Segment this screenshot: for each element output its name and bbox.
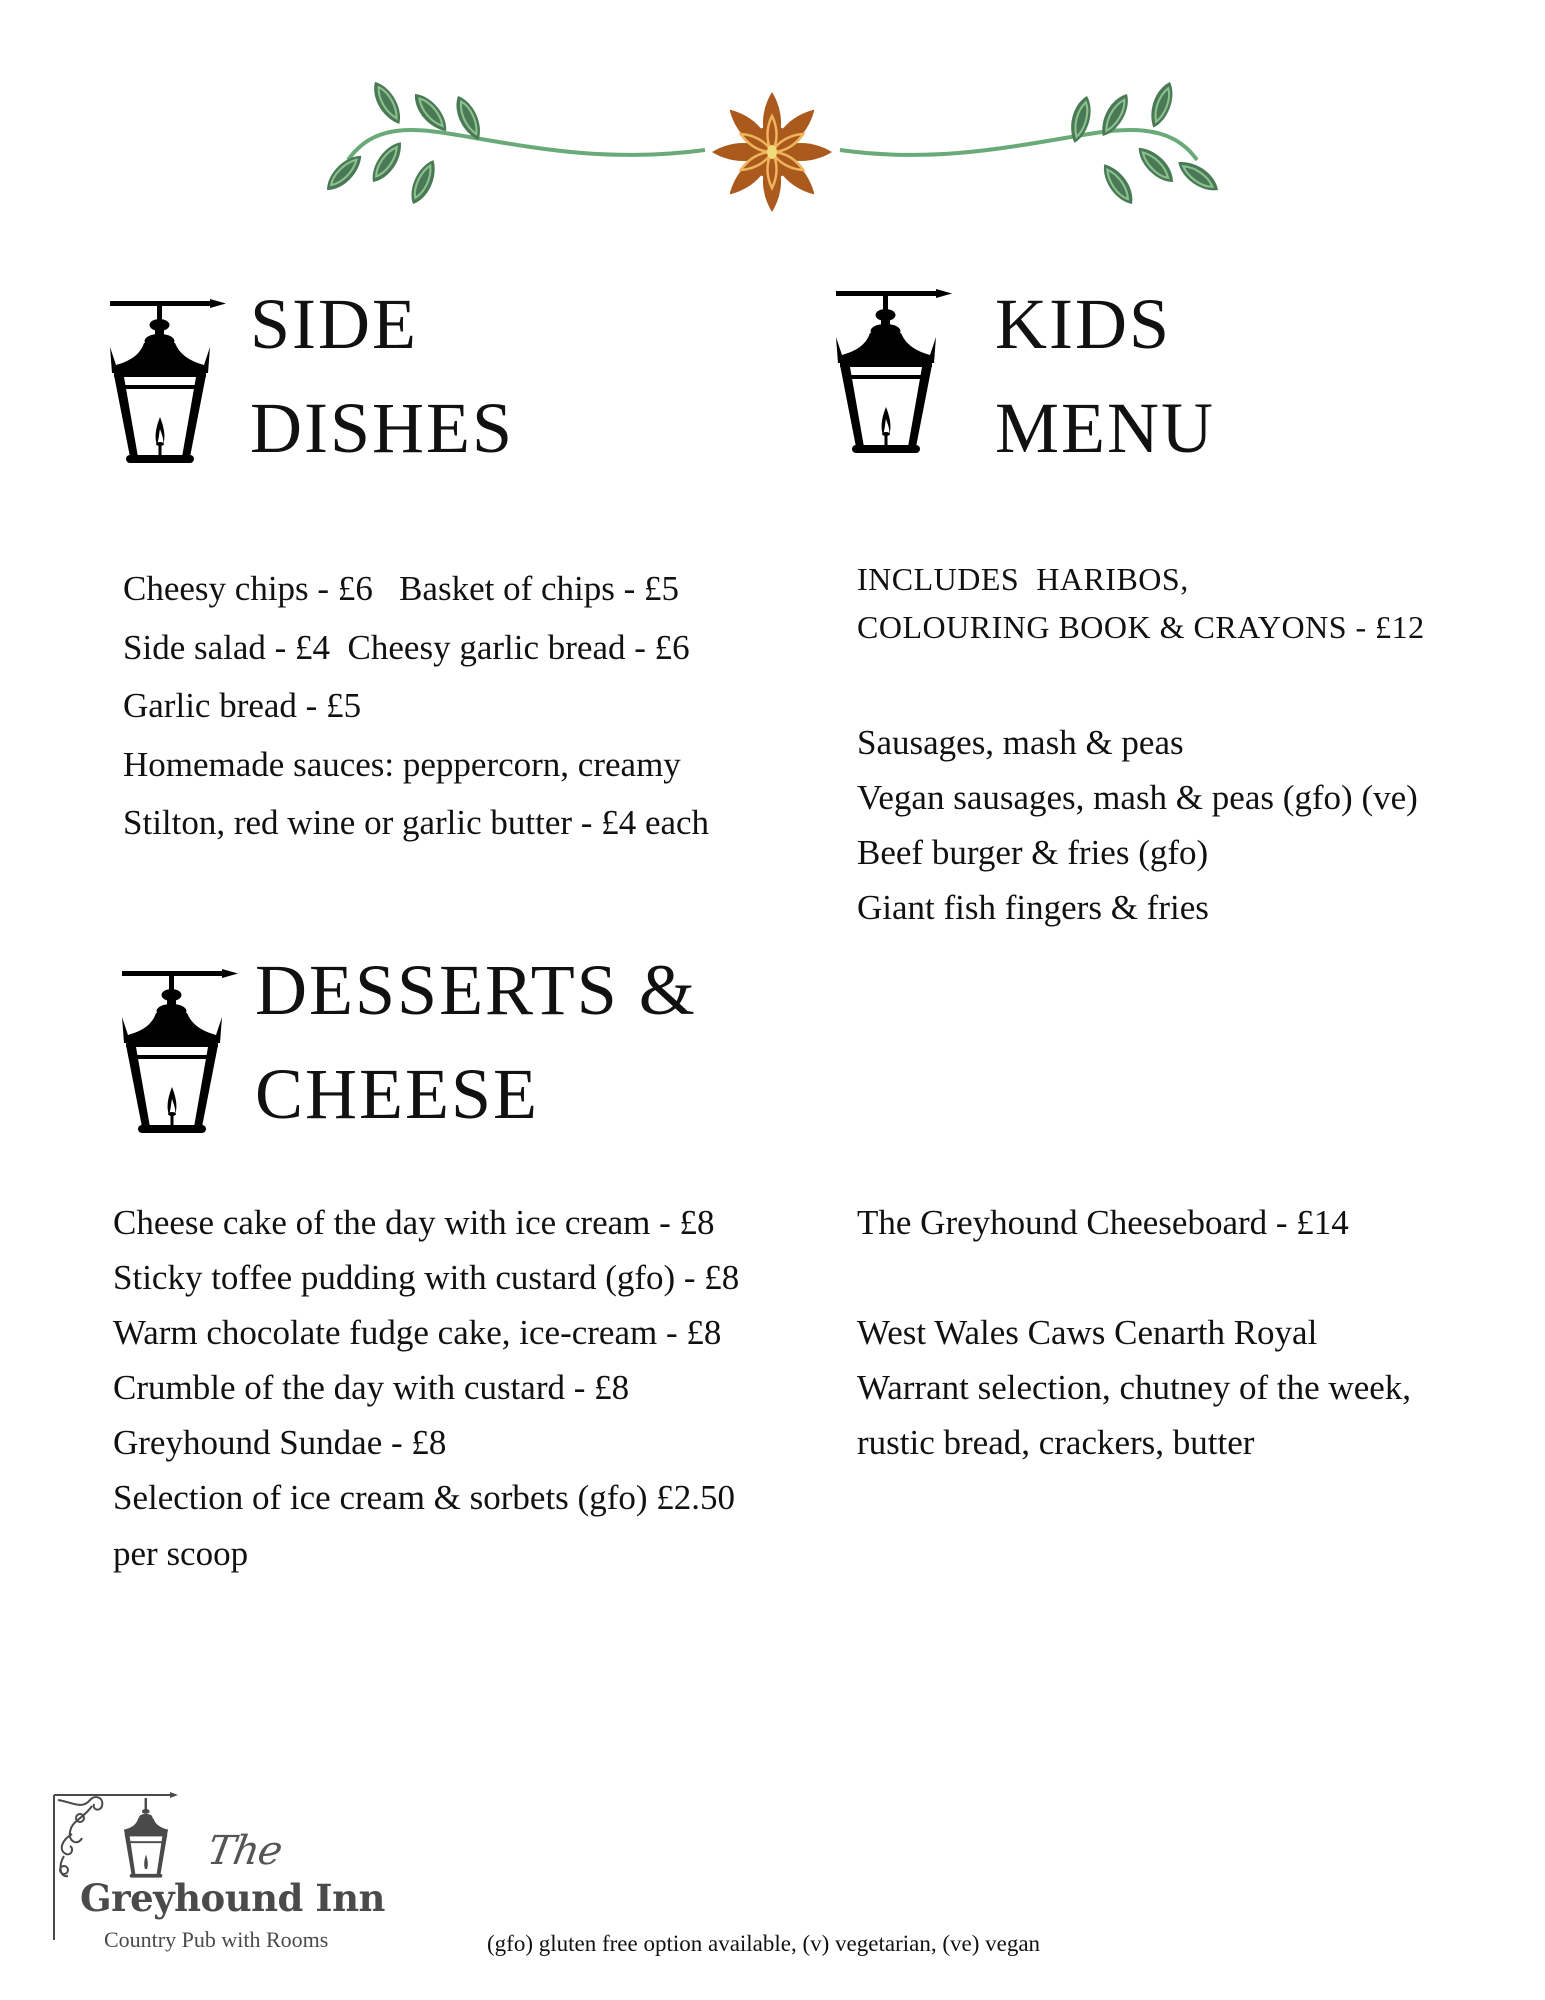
cheeseboard xyxy=(857,1195,1411,1470)
cheeseboard-line: West Wales Caws Cenarth Royal xyxy=(857,1313,1318,1352)
menu-item: Sticky toffee pudding with custard (gfo) - £8 xyxy=(113,1258,740,1297)
title-line-1: DESSERTS & xyxy=(255,950,697,1030)
title-line-1: SIDE xyxy=(250,284,418,364)
menu-item: Cheesy chips - £6 Basket of chips - £5 xyxy=(123,569,680,608)
desserts-cheese-title xyxy=(255,938,697,1146)
menu-item: Beef burger & fries (gfo) xyxy=(857,833,1209,872)
kids-menu-list xyxy=(857,715,1418,935)
side-dishes-title xyxy=(250,272,514,480)
menu-item: Giant fish fingers & fries xyxy=(857,888,1209,927)
logo-name: Greyhound Inn xyxy=(80,1876,385,1920)
menu-item: Sausages, mash & peas xyxy=(857,723,1184,762)
cheeseboard-line: Warrant selection, chutney of the week, xyxy=(857,1368,1412,1407)
logo-the-script: The xyxy=(203,1828,286,1874)
logo-tagline: Country Pub with Rooms xyxy=(104,1927,329,1952)
menu-item: Greyhound Sundae - £8 xyxy=(113,1423,447,1462)
menu-item: Cheese cake of the day with ice cream - £8 xyxy=(113,1203,715,1242)
menu-item: Warm chocolate fudge cake, ice-cream - £8 xyxy=(113,1313,722,1352)
lantern-icon xyxy=(110,292,230,472)
menu-item: Vegan sausages, mash & peas (gfo) (ve) xyxy=(857,778,1418,817)
dietary-key-footnote: (gfo) gluten free option available, (v) vegetarian, (ve) vegan xyxy=(487,1931,1041,1956)
title-line-2: DISHES xyxy=(250,388,515,468)
desserts-list xyxy=(113,1195,739,1583)
menu-item: Selection of ice cream & sorbets (gfo) £2.50 xyxy=(113,1478,736,1517)
menu-item: Homemade sauces: peppercorn, creamy xyxy=(123,744,681,784)
title-line-2: CHEESE xyxy=(255,1054,540,1134)
kids-menu-title xyxy=(995,272,1215,480)
spacer xyxy=(857,1250,1411,1305)
menu-item: Stilton, red wine or garlic butter - £4 each xyxy=(123,803,710,842)
cheeseboard-title: The Greyhound Cheeseboard - £14 xyxy=(857,1203,1349,1242)
cheeseboard-line: rustic bread, crackers, butter xyxy=(857,1423,1255,1462)
menu-item: Crumble of the day with custard - £8 xyxy=(113,1368,630,1407)
lantern-icon xyxy=(836,282,956,462)
title-line-2: MENU xyxy=(995,388,1215,468)
menu-item: Garlic bread - £5 xyxy=(123,686,362,725)
menu-item: Side salad - £4 Cheesy garlic bread - £6 xyxy=(123,627,690,667)
includes-line-2: COLOURING BOOK & CRAYONS - £12 xyxy=(857,609,1425,645)
title-line-1: KIDS xyxy=(995,284,1172,364)
floral-garland-decoration xyxy=(315,72,1230,222)
includes-line-1: INCLUDES HARIBOS, xyxy=(857,561,1189,597)
side-dishes-list xyxy=(123,560,709,853)
kids-includes-note xyxy=(857,555,1425,651)
menu-item-continuation: per scoop xyxy=(113,1534,249,1573)
lantern-icon xyxy=(122,962,242,1142)
